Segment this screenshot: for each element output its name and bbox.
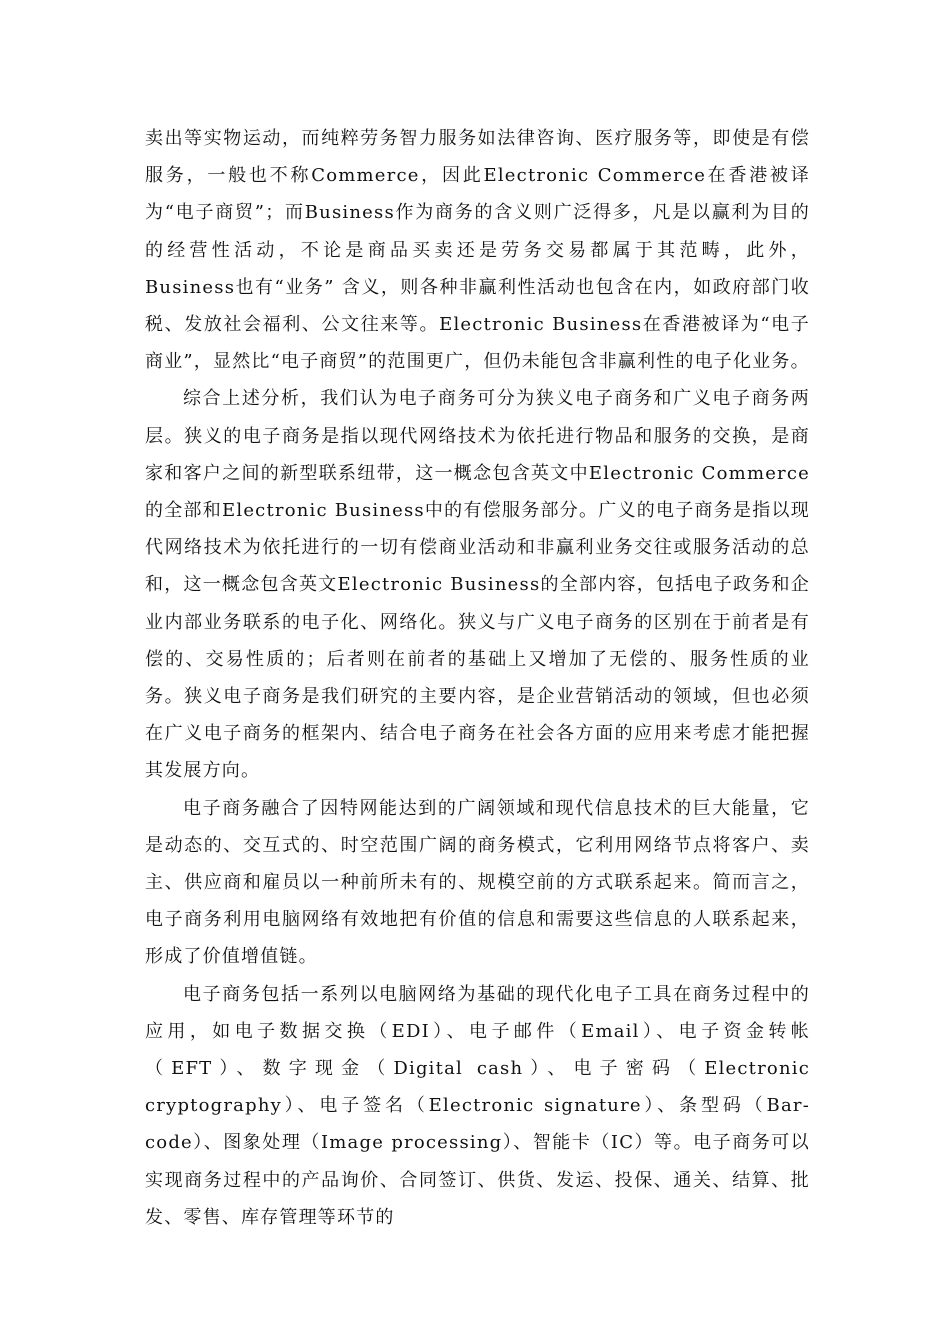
paragraph-1: 卖出等实物运动，而纯粹劳务智力服务如法律咨询、医疗服务等，即使是有偿服务，一般也不称Commerce，因此Electronic Commerce在香港被译为“电子商贸”；而Business作为商务的含义则广泛得多，凡是以赢利为目的的经营性活动，不论是商品买卖还是劳务交易都属于其范畴，此外， Business也有“业务” 含义，则各种非赢利性活动也包含在内，如政府部门收税、发放社会福利、公文往来等。Electronic Business在香港被译为“电子商业”，显然比“电子商贸”的范围更广，但仍未能包含非赢利性的电子化业务。 — [145, 128, 810, 373]
paragraph-2: 综合上述分析，我们认为电子商务可分为狭义电子商务和广义电子商务两层。狭义的电子商务是指以现代网络技术为依托进行物品和服务的交换，是商家和客户之间的新型联系纽带，这一概念包含英文中Electronic Commerce的全部和Electronic Business中的有偿服务部分。广义的电子商务是指以现代网络技术为依托进行的一切有偿商业活动和非赢利业务交往或服务活动的总和，这一概念包含英文Electronic Business的全部内容，包括电子政务和企业内部业务联系的电子化、网络化。狭义与广义电子商务的区别在于前者是有偿的、交易性质的；后者则在前者的基础上又增加了无偿的、服务性质的业务。狭义电子商务是我们研究的主要内容，是企业营销活动的领域，但也必须在广义电子商务的框架内、结合电子商务在社会各方面的应用来考虑才能把握其发展方向。 — [145, 388, 810, 782]
paragraph-4: 电子商务包括一系列以电脑网络为基础的现代化电子工具在商务过程中的应用，如电子数据交换（EDI）、电子邮件（Email）、电子资金转帐（EFT）、数字现金（Digital cash）、电子密码（Electronic cryptography）、电子签名（Electronic signature）、条型码（Bar-code）、图象处理（Image processing）、智能卡（IC）等。电子商务可以实现商务过程中的产品询价、合同签订、供货、发运、投保、通关、结算、批发、零售、库存管理等环节的 — [145, 983, 810, 1228]
document-body — [145, 120, 810, 1236]
paragraph-3: 电子商务融合了因特网能达到的广阔领域和现代信息技术的巨大能量，它是动态的、交互式的、时空范围广阔的商务模式，它利用网络节点将客户、卖主、供应商和雇员以一种前所未有的、规模空前的方式联系起来。简而言之，电子商务利用电脑网络有效地把有价值的信息和需要这些信息的人联系起来，形成了价值增值链。 — [145, 797, 810, 968]
